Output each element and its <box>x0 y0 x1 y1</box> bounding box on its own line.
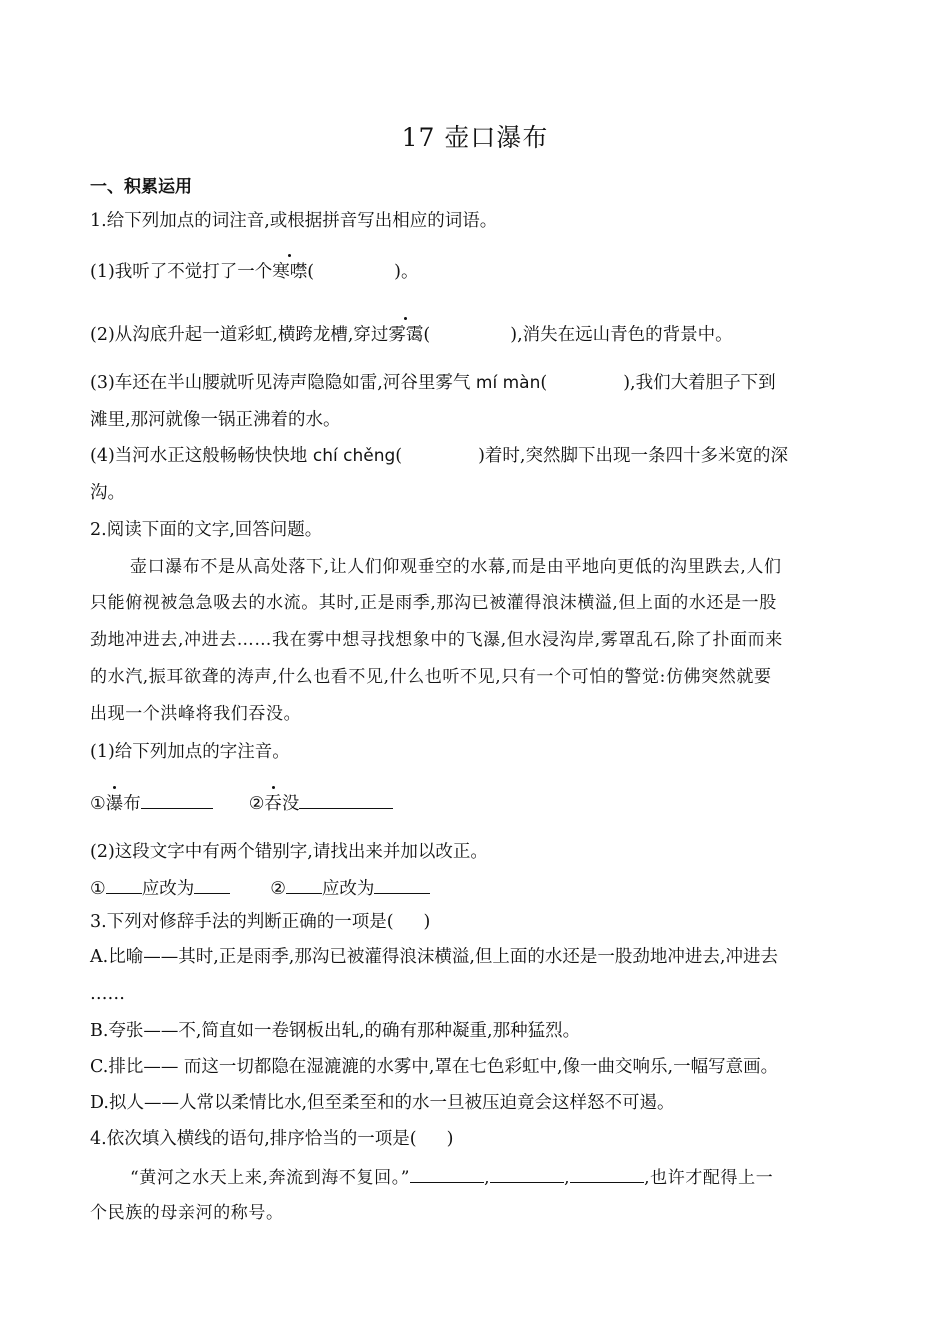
q1-item-1: (1)我听了不觉打了一个寒噤( )。 <box>90 262 419 282</box>
dotted-word: 雾霭 <box>388 325 424 345</box>
answer-blank[interactable] <box>106 875 142 894</box>
q4-stem: “黄河之水天上来,奔流到海不复回。” , , ,也许才配得上一 <box>130 1164 773 1190</box>
answer-blank[interactable] <box>410 1164 484 1183</box>
page-title: 17 壶口瀑布 <box>401 123 549 152</box>
answer-blank[interactable] <box>141 790 213 809</box>
q2-prompt: 2.阅读下面的文字,回答问题。 <box>90 520 323 540</box>
q1-item-2: (2)从沟底升起一道彩虹,横跨龙槽,穿过雾霭( ),消失在远山青色的背景中。 <box>90 325 733 345</box>
passage-line: 壶口瀑布不是从高处落下,让人们仰观垂空的水幕,而是由平地向更低的沟里跌去,人们 <box>130 557 782 577</box>
pinyin-text: chí chěng <box>312 446 396 466</box>
q3-option-c: C.排比—— 而这一切都隐在湿漉漉的水雾中,罩在七色彩虹中,像一曲交响乐,一幅写意画。 <box>90 1057 779 1077</box>
q3-option-b: B.夸张——不,简直如一卷钢板出轧,的确有那种凝重,那种猛烈。 <box>90 1021 581 1041</box>
q4-stem-cont: 个民族的母亲河的称号。 <box>90 1203 284 1223</box>
q3-prompt: 3.下列对修辞手法的判断正确的一项是( ) <box>90 912 431 932</box>
q3-option-a-cont: …… <box>90 984 125 1004</box>
q2-sub1-prompt: (1)给下列加点的字注音。 <box>90 742 290 762</box>
passage-line: 的水汽,振耳欲聋的涛声,什么也看不见,什么也听不见,只有一个可怕的警觉:仿佛突然就要 <box>90 667 772 687</box>
dotted-char: 吞 <box>264 794 282 814</box>
pinyin-text: mí màn <box>475 373 541 393</box>
q1-item-4-cont: 沟。 <box>90 483 125 503</box>
q1-item-3: (3)车还在半山腰就听见涛声隐隐如雷,河谷里雾气 mí màn( ),我们大着胆子下到 <box>90 373 776 393</box>
q3-option-d: D.拟人——人常以柔情比水,但至柔至和的水一旦被压迫竟会这样怒不可遏。 <box>90 1093 675 1113</box>
q3-option-a: A.比喻——其时,正是雨季,那沟已被灌得浪沫横溢,但上面的水还是一股劲地冲进去,冲进去 <box>90 947 778 967</box>
q1-prompt: 1.给下列加点的词注音,或根据拼音写出相应的词语。 <box>90 211 498 231</box>
answer-blank[interactable] <box>286 875 322 894</box>
dotted-char: 瀑 <box>105 794 124 814</box>
q1-item-4: (4)当河水正这般畅畅快快地 chí chěng( )着时,突然脚下出现一条四十多米宽的深 <box>90 446 788 466</box>
answer-blank[interactable] <box>374 875 430 894</box>
passage-line: 只能俯视被急急吸去的水流。其时,正是雨季,那沟已被灌得浪沫横溢,但上面的水还是一股 <box>90 593 777 613</box>
section-heading: 一、积累运用 <box>90 177 192 197</box>
q2-sub2-prompt: (2)这段文字中有两个错别字,请找出来并加以改正。 <box>90 842 488 862</box>
answer-blank[interactable] <box>299 790 393 809</box>
passage-line: 出现一个洪峰将我们吞没。 <box>90 704 302 724</box>
q2-sub2-answers: ① 应改为 ② 应改为 <box>90 875 430 901</box>
answer-blank[interactable] <box>570 1164 644 1183</box>
answer-blank[interactable] <box>490 1164 564 1183</box>
answer-blank[interactable] <box>194 875 230 894</box>
passage-line: 劲地冲进去,冲进去……我在雾中想寻找想象中的飞瀑,但水浸沟岸,雾罩乱石,除了扑面而来 <box>90 630 783 650</box>
q4-prompt: 4.依次填入横线的语句,排序恰当的一项是( ) <box>90 1129 454 1149</box>
dotted-word: 寒噤 <box>272 262 308 282</box>
q2-sub1-answers: ①瀑布 ②吞没 <box>90 790 393 816</box>
q1-item-3-cont: 滩里,那河就像一锅正沸着的水。 <box>90 410 341 430</box>
